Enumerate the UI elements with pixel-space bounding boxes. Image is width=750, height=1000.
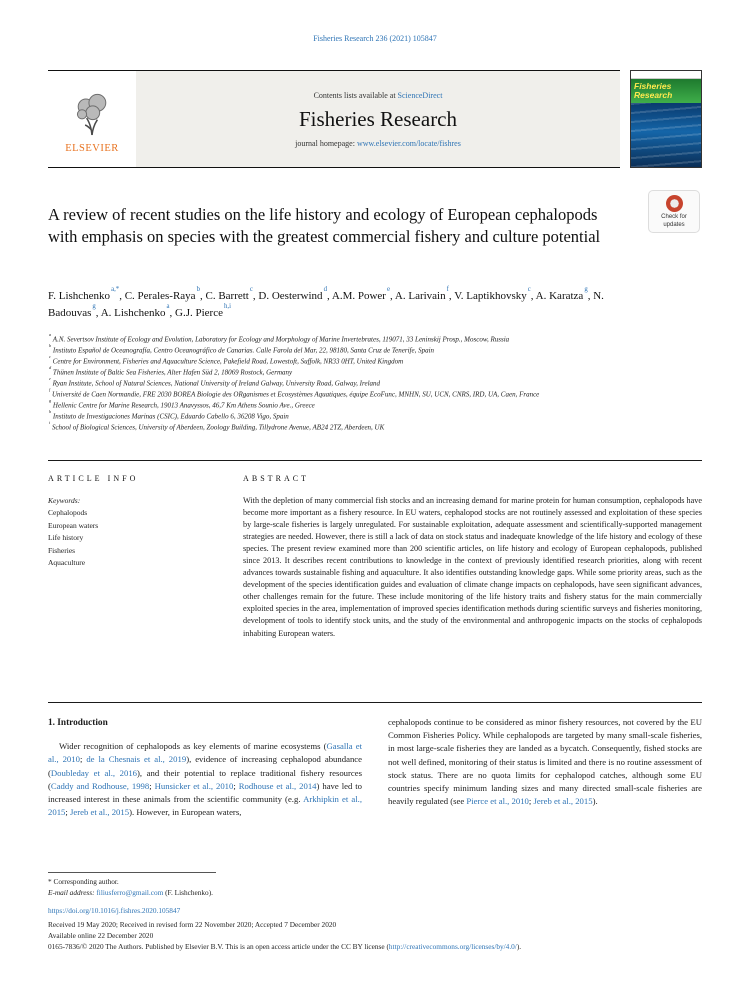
inline-link[interactable]: filiusferro@gmail.com: [96, 887, 164, 897]
text-run: (F. Lishchenko).: [163, 887, 213, 897]
text-run: ). However, in European waters,: [129, 807, 242, 818]
author-affiliation-ref[interactable]: d: [323, 286, 327, 294]
inline-link[interactable]: Hunsicker et al., 2010: [154, 780, 234, 791]
cover-top-strip: [631, 71, 701, 79]
author-affiliation-ref[interactable]: h,i: [223, 303, 231, 311]
keywords-label: Keywords:: [48, 496, 81, 505]
author-name: D. Oesterwind: [258, 290, 323, 302]
affiliation-sup: i: [49, 419, 51, 425]
author-separator: ,: [530, 290, 536, 302]
affiliation-sup: a: [49, 332, 52, 338]
inline-link[interactable]: Doubleday et al., 2016: [50, 767, 138, 778]
text-run: ;: [65, 807, 70, 818]
inline-link[interactable]: Caddy and Rodhouse, 1998: [50, 780, 150, 791]
affiliation-line: [48, 375, 694, 389]
inline-link[interactable]: Rodhouse et al., 2014: [238, 780, 317, 791]
affiliation-sup: e: [49, 375, 51, 381]
author-name: F. Lishchenko: [48, 290, 111, 302]
body-column-left: [48, 716, 362, 819]
keyword: Cephalopods: [48, 508, 88, 518]
affiliation-text: Thünen Institute of Baltic Sea Fisheries, Alter Hafen Süd 2, 18069 Rostock, Germany: [51, 368, 293, 377]
homepage-line: [295, 139, 461, 148]
cover-sea-image: [631, 103, 701, 167]
author-separator: ,: [448, 290, 455, 302]
affiliation-text: Université de Caen Normandie, FRE 2030 BOREA Biologie des ORganismes et Ecosystèmes Aquatiques, équipe EcoFunc, MNHN, SU, UCN, CNRS, IRD, UA, Caen, France: [50, 390, 540, 399]
journal-cover-thumbnail[interactable]: [630, 70, 702, 168]
author-affiliation-ref[interactable]: b: [196, 286, 200, 294]
check-for-updates-label: Check for updates: [661, 214, 687, 228]
author-separator: ,: [252, 290, 259, 302]
inline-link[interactable]: http://creativecommons.org/licenses/by/4.0/: [388, 941, 517, 951]
text-run: E-mail address:: [48, 887, 97, 897]
text-run: ;: [149, 780, 155, 791]
contents-line: [314, 91, 443, 100]
affiliation-text: Hellenic Centre for Marine Research, 19013 Anavyssos, 46,7 Km Athens Sounio Ave., Greece: [51, 401, 315, 410]
text-run: ).: [592, 796, 598, 807]
affiliation-sup: b: [49, 343, 52, 349]
text-run: ;: [233, 780, 239, 791]
journal-citation-header[interactable]: Fisheries Research 236 (2021) 105847: [313, 34, 437, 43]
affiliation-list: [48, 334, 694, 433]
introduction-paragraph-right: [388, 716, 702, 809]
author-name: A. Larivain: [394, 290, 446, 302]
copyright-line: [48, 942, 702, 953]
text-run: ;: [79, 754, 87, 765]
doi-link[interactable]: https://doi.org/10.1016/j.fishres.2020.105847: [48, 906, 181, 915]
keyword: Life history: [48, 533, 84, 543]
text-run: ) have led to increased interest in these animals from the scientific community (e.g.: [48, 780, 362, 804]
body-column-right: [388, 716, 702, 819]
author-separator: ,: [199, 290, 206, 302]
affiliation-text: Ryan Institute, School of Natural Sciences, National University of Ireland Galway, University Road, Galway, Ireland: [50, 379, 381, 388]
author-name: V. Laptikhovsky: [454, 290, 527, 302]
available-online: Available online 22 December 2020: [48, 930, 154, 940]
footer-meta: [48, 906, 702, 953]
affiliation-text: A.N. Severtsov Institute of Ecology and Evolution, Laboratory for Ecology and Morphology of Marine Invertebrates, 119071, 33 Leninskij Prosp., Moscow, Russia: [51, 335, 510, 344]
journal-title: Fisheries Research: [298, 106, 458, 131]
affiliation-line: [48, 334, 694, 345]
affiliation-line: [48, 397, 694, 411]
author-name: N. Badouvas: [48, 290, 604, 320]
affiliation-text: Centre for Environment, Fisheries and Aquaculture Science, Pakefield Road, Lowestoft, Suffolk, NR33 0HT, United Kingdom: [50, 357, 404, 366]
affiliation-line: [48, 419, 694, 433]
affiliation-line: [48, 386, 694, 400]
text-run: ).: [516, 941, 522, 951]
check-for-updates-badge[interactable]: [648, 190, 700, 233]
affiliation-sup: f: [49, 386, 51, 392]
author-affiliation-ref[interactable]: c: [249, 286, 253, 294]
affiliation-text: Instituto Español de Oceanografía, Centro Oceanográfico de Canarias. Calle Farola del Mar, 22, 98180, Santa Cruz de Tenerife, Spain: [51, 346, 435, 355]
affiliation-line: [48, 364, 694, 378]
divider-bottom: [48, 702, 702, 703]
homepage-prefix: journal homepage:: [295, 138, 357, 148]
author-list: [48, 288, 652, 322]
inline-link[interactable]: de la Chesnais et al., 2019: [86, 754, 187, 765]
author-separator: ,: [169, 307, 175, 320]
affiliation-sup: h: [49, 408, 52, 414]
author-separator: ,: [95, 307, 101, 320]
corresponding-author-note: * Corresponding author.: [48, 877, 119, 886]
article-info-heading: ARTICLE INFO: [48, 474, 139, 483]
author-name: A.M. Power: [331, 290, 386, 302]
inline-link[interactable]: Pierce et al., 2010: [466, 796, 529, 807]
author-affiliation-ref[interactable]: a,*: [111, 286, 120, 294]
inline-link[interactable]: Jereb et al., 2015: [69, 807, 130, 818]
author-affiliation-ref[interactable]: e: [386, 286, 390, 294]
introduction-paragraph-left: [48, 740, 362, 819]
affiliation-line: [48, 345, 694, 356]
author-affiliation-ref[interactable]: g: [584, 286, 588, 294]
author-separator: ,: [119, 290, 125, 302]
divider-top: [48, 460, 702, 461]
affiliation-sup: d: [49, 364, 52, 370]
body-columns: [48, 716, 702, 819]
author-separator: ,: [390, 290, 395, 302]
affiliation-line: [48, 353, 694, 367]
footnote-block: [48, 872, 388, 899]
author-name: A. Karatza: [535, 290, 584, 302]
introduction-heading: 1. Introduction: [48, 718, 108, 728]
abstract-column: [243, 474, 702, 640]
keywords-list: [48, 507, 213, 569]
text-run: 0165-7836/© 2020 The Authors. Published by Elsevier B.V. This is an open access article under the CC BY license (: [48, 941, 389, 951]
abstract-heading: ABSTRACT: [243, 474, 310, 483]
inline-link[interactable]: Gasalla et al., 2010: [48, 741, 362, 765]
author-affiliation-ref[interactable]: c: [527, 286, 531, 294]
author-separator: ,: [326, 290, 332, 302]
affiliation-line: [48, 408, 694, 422]
text-run: ;: [528, 796, 534, 807]
email-line: [48, 888, 388, 899]
elsevier-logo[interactable]: [48, 71, 136, 167]
inline-link[interactable]: Arkhipkin et al., 2015: [48, 794, 362, 818]
affiliation-sup: g: [49, 397, 52, 403]
elsevier-tree-icon: [69, 87, 115, 142]
abstract-text: With the depletion of many commercial fish stocks and an increasing demand for marine protein for human consumption, cephalopods have become more important as a fishery resource. In EU waters, cephalopod stocks are not routinely assessed and exploitation of these species by large-scale fisheries is largely unregulated. For sustainable exploitation, adequate assessment and scientifically-supported management strategies are needed. However, there is still a lack of data on stock status and inadequate knowledge of the life history and ecology of these species. The present review examined more than 200 scientific articles, on life history and ecology of European cephalopods, published since 2013. It describes recent contributions to knowledge in the context of previously identified research priorities, along with recent advances towards sustainable fishing and aquaculture. It also identifies outstanding knowledge gaps. While some priority areas, such as the development of the species identification guides and evaluation of climate change impacts on cephalopods, have seen significant advances, other challenges remain for the future. These include monitoring of the life history traits and fishery status for the main commercially exploited species in the area, implementation of improved species identification methods during scientific surveys and fisheries monitoring, development of tools to identify stock units, and the study of the environmental and anthropogenic impacts on the stocks of cephalopods inhabiting European waters.: [243, 496, 702, 638]
sciencedirect-link[interactable]: ScienceDirect: [397, 90, 443, 100]
journal-masthead: [48, 70, 620, 168]
author-name: C. Perales-Raya: [124, 290, 196, 302]
footnote-rule: [48, 872, 216, 873]
elsevier-wordmark: ELSEVIER: [65, 142, 119, 154]
received-dates: Received 19 May 2020; Received in revised form 22 November 2020; Accepted 7 December 2020: [48, 919, 337, 929]
keyword: European waters: [48, 520, 99, 530]
keyword: Fisheries: [48, 545, 76, 555]
text-run: cephalopods continue to be considered as minor fishery resources, not covered by the EU Common Fisheries Policy. While cephalopods are targeted by many small-scale fisheries, in most large-scale fisheries they are landed as a bycatch. Consequently, fished stocks are not well defined, monitoring of their status is limited and there is no routine assessment of stock status. There are no quota limits for cephalopod catches, although some EU countries specify minimum landing sizes and many directed small-scale fisheries are heavily regulated (see: [388, 717, 702, 807]
cover-journal-title: Fisheries Research: [631, 79, 701, 103]
crossmark-icon: [666, 195, 683, 212]
author-name: A. Lishchenko: [100, 307, 166, 320]
article-title: A review of recent studies on the life history and ecology of European cephalopods with emphasis on species with the greatest commercial fishery and culture potential: [48, 205, 601, 246]
author-name: G.J. Pierce: [175, 307, 223, 320]
text-run: ), evidence of increasing cephalopod abundance (: [48, 754, 362, 778]
author-affiliation-ref[interactable]: a: [166, 303, 170, 311]
text-run: Wider recognition of cephalopods as key elements of marine ecosystems (: [59, 741, 327, 752]
author-name: C. Barrett: [205, 290, 249, 302]
masthead-center: [136, 71, 620, 167]
affiliation-text: Instituto de Investigaciones Marinas (CSIC), Eduardo Cabello 6, 36208 Vigo, Spain: [51, 412, 289, 420]
author-affiliation-ref[interactable]: f: [446, 286, 449, 294]
article-info-column: [48, 474, 213, 640]
author-affiliation-ref[interactable]: g: [92, 303, 96, 311]
inline-link[interactable]: Jereb et al., 2015: [533, 796, 593, 807]
affiliation-sup: c: [49, 353, 51, 359]
text-run: ), and their potential to replace traditional fishery resources (: [48, 767, 362, 791]
article-info-section: [48, 474, 702, 640]
author-separator: ,: [587, 290, 594, 302]
contents-line-prefix: Contents lists available at: [313, 90, 398, 100]
affiliation-text: School of Biological Sciences, University of Aberdeen, Zoology Building, Tillydrone Avenue, AB24 2TZ, Aberdeen, UK: [50, 422, 385, 431]
journal-homepage-link[interactable]: www.elsevier.com/locate/fishres: [356, 138, 461, 148]
keyword: Aquaculture: [48, 557, 86, 567]
